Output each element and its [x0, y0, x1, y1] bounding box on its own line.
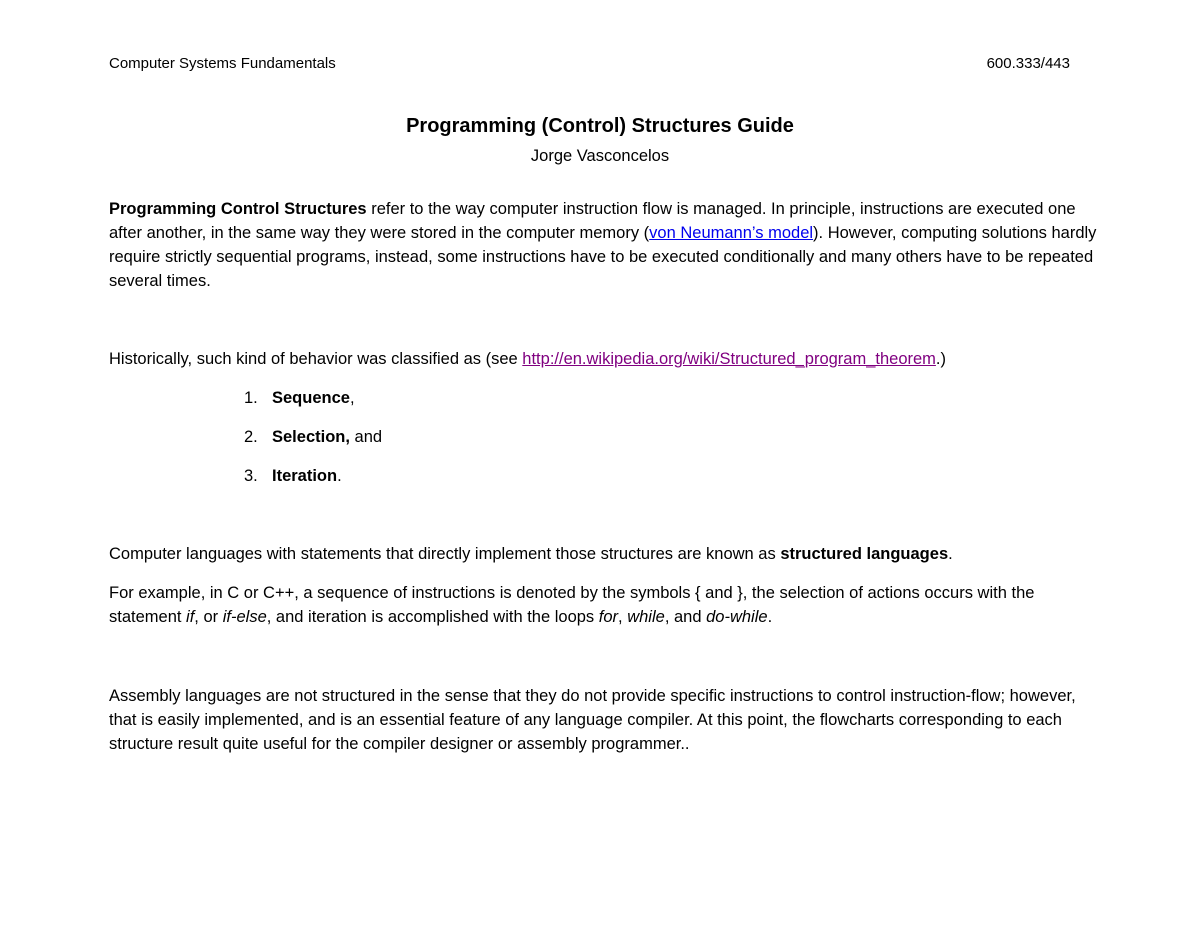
header-course: Computer Systems Fundamentals: [109, 55, 336, 72]
keyword-if-else: if-else: [222, 608, 267, 626]
list-item-bold: Iteration: [272, 467, 338, 485]
list-item-rest: and: [349, 428, 383, 446]
structures-list: [244, 386, 382, 503]
keyword-for: for: [598, 608, 619, 626]
list-item-sequence: [244, 386, 382, 425]
list-item-selection: [244, 425, 382, 464]
document-author: Jorge Vasconcelos: [530, 147, 670, 165]
keyword-while: while: [627, 608, 665, 626]
structured-text-a: Computer languages with statements that directly implement those structures are known as: [109, 545, 781, 563]
example-text-a: For example, in C or C++, a sequence of instructions is denoted by the symbols { and }, the selection of actions occurs with the statement: [109, 584, 1035, 626]
example-text-e: , and: [664, 608, 707, 626]
history-text-a: Historically, such kind of behavior was classified as (see: [109, 350, 523, 368]
intro-text-a: refer to the way computer instruction flow is managed. In principle, instructions are executed one after another, in the same way they were stored in the computer memory (: [109, 200, 1076, 242]
header-course-code: 600.333/443: [986, 55, 1070, 72]
list-item-rest: .: [337, 467, 342, 485]
list-item-bold: Sequence: [272, 389, 350, 407]
keyword-do-while: do-while: [706, 608, 768, 626]
keyword-if: if: [186, 608, 195, 626]
paragraph-intro: [109, 197, 1099, 293]
list-item-rest: ,: [349, 389, 355, 407]
paragraph-assembly: Assembly languages are not structured in the sense that they do not provide specific instructions to control instruction-flow; however, that is easily implemented, and is an essential feature of any language compiler. At this point, the flowcharts corresponding to each structure result quite useful for the compiler designer or assembly programmer..: [109, 687, 1076, 753]
list-item-iteration: [244, 464, 382, 503]
history-text-b: .): [935, 350, 947, 368]
structured-text-b: .: [948, 545, 953, 563]
example-text-d: ,: [618, 608, 628, 626]
intro-text-b: ). However, computing solutions hardly require strictly sequential programs, instead, some instructions have to be executed conditionally and many others have to be repeated several times.: [109, 224, 1097, 290]
paragraph-history: [109, 347, 1099, 371]
wikipedia-link[interactable]: http://en.wikipedia.org/wiki/Structured_program_theorem: [522, 350, 936, 368]
list-item-bold: Selection,: [272, 428, 350, 446]
list-number: 3.: [244, 467, 258, 485]
document-title: Programming (Control) Structures Guide: [406, 115, 794, 137]
example-text-b: , or: [194, 608, 223, 626]
intro-bold-lead: Programming Control Structures: [109, 200, 367, 218]
example-text-f: .: [767, 608, 773, 626]
von-neumann-link[interactable]: von Neumann’s model: [649, 224, 814, 242]
example-text-c: , and iteration is accomplished with the loops: [266, 608, 599, 626]
list-number: 1.: [244, 389, 258, 407]
list-number: 2.: [244, 428, 258, 446]
structured-bold: structured languages: [780, 545, 949, 563]
paragraph-structured-languages: [109, 542, 1099, 566]
paragraph-c-example: [109, 581, 1099, 629]
